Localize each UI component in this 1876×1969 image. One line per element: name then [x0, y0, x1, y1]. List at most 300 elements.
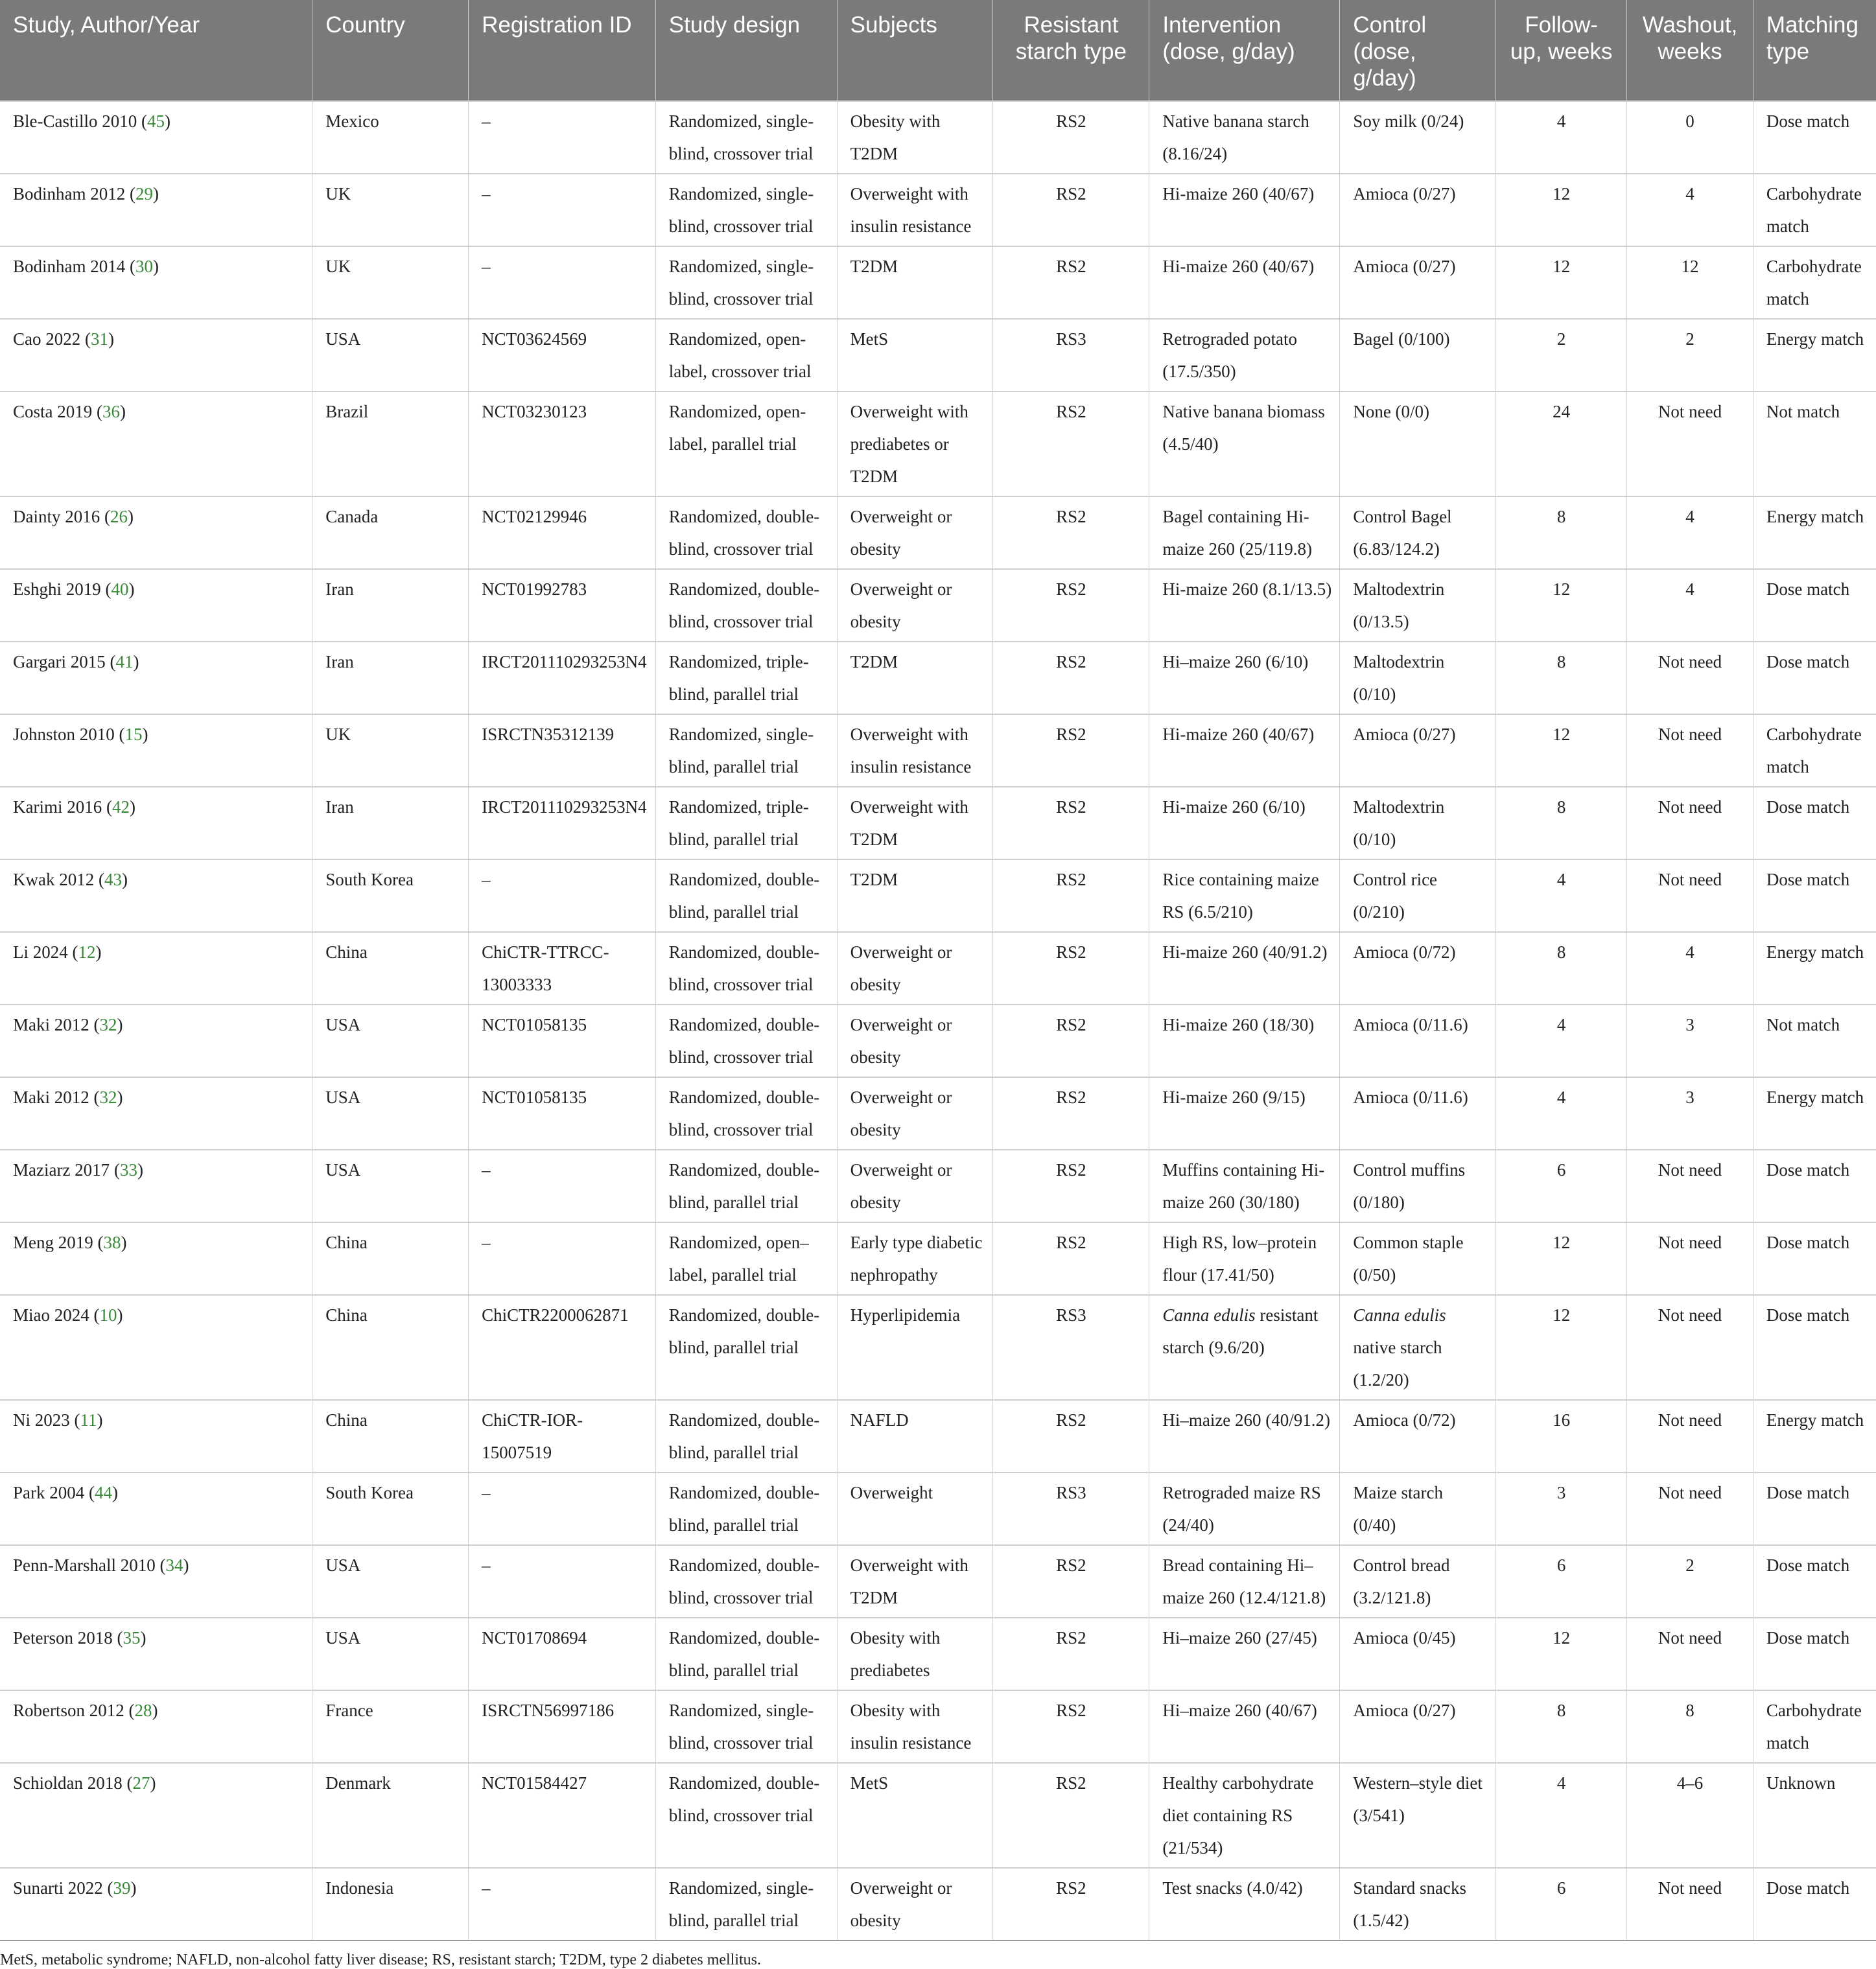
cell-follow-up — [1496, 714, 1627, 787]
control-value: Amioca (0/27) — [1353, 184, 1456, 204]
cell-registration-id — [469, 1077, 656, 1150]
cell-control — [1340, 1295, 1496, 1400]
matching-type-value: Dose match — [1766, 870, 1850, 889]
table-row — [0, 319, 1876, 391]
cell-study-design — [655, 1077, 837, 1150]
rs-type-value: RS2 — [1056, 797, 1086, 817]
subjects-value: MetS — [850, 329, 889, 349]
reference-link[interactable]: 34 — [165, 1555, 183, 1575]
registration-id-value: ChiCTR2200062871 — [482, 1305, 629, 1325]
follow-up-value: 4 — [1556, 1088, 1566, 1107]
subjects-value: T2DM — [850, 257, 898, 276]
cell-follow-up — [1496, 1473, 1627, 1545]
intervention-value: Hi-maize 260 (40/91.2) — [1162, 942, 1328, 962]
cell-washout — [1627, 1868, 1753, 1940]
reference-link[interactable]: 38 — [103, 1233, 121, 1252]
study-author-year: Park 2004 — [13, 1483, 85, 1502]
washout-value: 4 — [1685, 942, 1694, 962]
matching-type-value: Dose match — [1766, 1483, 1850, 1502]
washout-value: Not need — [1658, 652, 1722, 671]
cell-matching-type — [1753, 496, 1876, 569]
cell-subjects — [837, 174, 993, 246]
table-row — [0, 859, 1876, 932]
cell-registration-id — [469, 1150, 656, 1222]
cell-study-design — [655, 174, 837, 246]
table-row — [0, 101, 1876, 174]
registration-id-value: NCT03624569 — [482, 329, 587, 349]
cell-subjects — [837, 1690, 993, 1763]
cell-registration-id — [469, 714, 656, 787]
cell-intervention — [1149, 1690, 1340, 1763]
follow-up-value: 8 — [1556, 652, 1566, 671]
cell-follow-up — [1496, 569, 1627, 642]
country-value: USA — [325, 329, 361, 349]
cell-control — [1340, 787, 1496, 859]
rs-type-value: RS3 — [1056, 329, 1086, 349]
cell-matching-type — [1753, 246, 1876, 319]
cell-registration-id — [469, 787, 656, 859]
cell-country — [312, 246, 469, 319]
subjects-value: T2DM — [850, 652, 898, 671]
reference-link[interactable]: 11 — [80, 1410, 97, 1430]
reference-link[interactable]: 32 — [99, 1015, 117, 1034]
cell-study-design — [655, 1400, 837, 1473]
study-author-year: Kwak 2012 — [13, 870, 95, 889]
cell-matching-type — [1753, 569, 1876, 642]
reference-link[interactable]: 45 — [147, 111, 165, 131]
table-row — [0, 1690, 1876, 1763]
rs-type-value: RS3 — [1056, 1483, 1086, 1502]
cell-subjects — [837, 642, 993, 714]
subjects-value: Overweight with insulin resistance — [850, 725, 972, 776]
cell-follow-up — [1496, 932, 1627, 1005]
rs-type-value: RS2 — [1056, 1773, 1086, 1793]
rs-type-value: RS2 — [1056, 1878, 1086, 1898]
study-design-value: Randomized, single-blind, crossover trial — [668, 184, 814, 236]
study-design-value: Randomized, open-label, parallel trial — [668, 402, 806, 454]
cell-study: Peterson 2018 (35) — [0, 1618, 312, 1690]
cell-follow-up — [1496, 1222, 1627, 1295]
cell-country — [312, 932, 469, 1005]
intervention-value: Hi–maize 260 (40/91.2) — [1162, 1410, 1331, 1430]
cell-washout — [1627, 246, 1753, 319]
study-design-value: Randomized, double-blind, crossover trial — [668, 1773, 820, 1825]
control-value: Amioca (0/72) — [1353, 942, 1456, 962]
registration-id-value: – — [482, 184, 491, 204]
cell-study: Meng 2019 (38) — [0, 1222, 312, 1295]
cell-study: Ni 2023 (11) — [0, 1400, 312, 1473]
follow-up-value: 6 — [1556, 1555, 1566, 1575]
matching-type-value: Dose match — [1766, 1628, 1850, 1648]
follow-up-value: 12 — [1553, 1233, 1571, 1252]
matching-type-value: Energy match — [1766, 507, 1864, 526]
column-header-matching-type: Matching type — [1753, 0, 1876, 101]
cell-washout — [1627, 569, 1753, 642]
registration-id-value: NCT03230123 — [482, 402, 587, 421]
subjects-value: Overweight with insulin resistance — [850, 184, 972, 236]
cell-registration-id — [469, 1868, 656, 1940]
cell-control — [1340, 1545, 1496, 1618]
rs-type-value: RS2 — [1056, 725, 1086, 744]
follow-up-value: 12 — [1553, 1305, 1571, 1325]
study-design-value: Randomized, single-blind, parallel trial — [668, 725, 814, 776]
cell-washout — [1627, 1400, 1753, 1473]
matching-type-value: Carbohydrate match — [1766, 257, 1862, 309]
cell-intervention — [1149, 787, 1340, 859]
washout-value: Not need — [1658, 1878, 1722, 1898]
study-author-year: Maki 2012 — [13, 1088, 89, 1107]
cell-registration-id — [469, 246, 656, 319]
cell-resistant-starch-type — [993, 246, 1149, 319]
intervention-value: Rice containing maize RS (6.5/210) — [1162, 870, 1319, 922]
washout-value: Not need — [1658, 1160, 1722, 1180]
matching-type-value: Energy match — [1766, 1088, 1864, 1107]
cell-resistant-starch-type — [993, 932, 1149, 1005]
study-design-value: Randomized, double-blind, crossover trial — [668, 579, 820, 631]
cell-country — [312, 174, 469, 246]
intervention-species: Canna edulis — [1162, 1305, 1256, 1325]
cell-registration-id — [469, 1763, 656, 1868]
cell-subjects — [837, 319, 993, 391]
reference-link[interactable]: 36 — [102, 402, 121, 421]
cell-subjects — [837, 1618, 993, 1690]
follow-up-value: 4 — [1556, 870, 1566, 889]
cell-subjects — [837, 391, 993, 496]
cell-control — [1340, 569, 1496, 642]
registration-id-value: ISRCTN56997186 — [482, 1701, 615, 1720]
cell-study-design — [655, 1295, 837, 1400]
cell-control — [1340, 714, 1496, 787]
intervention-value: Bread containing Hi–maize 260 (12.4/121.8) — [1162, 1555, 1326, 1607]
cell-subjects — [837, 1868, 993, 1940]
cell-registration-id — [469, 1618, 656, 1690]
reference-link[interactable]: 27 — [132, 1773, 150, 1793]
cell-washout — [1627, 1545, 1753, 1618]
reference-link[interactable]: 33 — [119, 1160, 137, 1180]
washout-value: 4–6 — [1676, 1773, 1704, 1793]
cell-study: Costa 2019 (36) — [0, 391, 312, 496]
study-author-year: Sunarti 2022 — [13, 1878, 103, 1898]
follow-up-value: 24 — [1553, 402, 1571, 421]
washout-value: 4 — [1685, 579, 1694, 599]
cell-study: Johnston 2010 (15) — [0, 714, 312, 787]
subjects-value: Obesity with prediabetes — [850, 1628, 941, 1680]
washout-value: Not need — [1658, 870, 1722, 889]
reference-link[interactable]: 44 — [95, 1483, 112, 1502]
intervention-value: Hi–maize 260 (27/45) — [1162, 1628, 1317, 1648]
matching-type-value: Dose match — [1766, 1305, 1850, 1325]
intervention-value: Bagel containing Hi-maize 260 (25/119.8) — [1162, 507, 1313, 559]
cell-washout — [1627, 174, 1753, 246]
cell-study-design — [655, 787, 837, 859]
cell-resistant-starch-type — [993, 787, 1149, 859]
control-value: Bagel (0/100) — [1353, 329, 1450, 349]
cell-follow-up — [1496, 246, 1627, 319]
cell-subjects — [837, 1005, 993, 1077]
cell-follow-up — [1496, 1077, 1627, 1150]
cell-country — [312, 569, 469, 642]
country-value: Iran — [325, 579, 354, 599]
washout-value: 0 — [1685, 111, 1694, 131]
washout-value: Not need — [1658, 1233, 1722, 1252]
study-design-value: Randomized, double-blind, parallel trial — [668, 1628, 820, 1680]
cell-control — [1340, 1077, 1496, 1150]
reference-link[interactable]: 40 — [111, 579, 129, 599]
cell-control — [1340, 1763, 1496, 1868]
cell-intervention — [1149, 391, 1340, 496]
cell-country — [312, 1618, 469, 1690]
cell-washout — [1627, 101, 1753, 174]
cell-washout — [1627, 1150, 1753, 1222]
control-value: Control bread (3.2/121.8) — [1353, 1555, 1450, 1607]
intervention-value: Retrograded maize RS (24/40) — [1162, 1483, 1321, 1535]
study-design-value: Randomized, double-blind, parallel trial — [668, 1410, 820, 1462]
reference-link[interactable]: 35 — [123, 1628, 141, 1648]
cell-washout — [1627, 1618, 1753, 1690]
follow-up-value: 6 — [1556, 1878, 1566, 1898]
control-value: Maltodextrin (0/10) — [1353, 652, 1445, 704]
table-row — [0, 932, 1876, 1005]
cell-registration-id — [469, 859, 656, 932]
cell-matching-type — [1753, 101, 1876, 174]
subjects-value: Overweight or obesity — [850, 1878, 952, 1930]
cell-resistant-starch-type — [993, 101, 1149, 174]
reference-link[interactable]: 15 — [124, 725, 143, 744]
cell-follow-up — [1496, 1545, 1627, 1618]
rs-type-value: RS3 — [1056, 1305, 1086, 1325]
subjects-value: Overweight or obesity — [850, 1160, 952, 1212]
control-value: Standard snacks (1.5/42) — [1353, 1878, 1467, 1930]
cell-study: Eshghi 2019 (40) — [0, 569, 312, 642]
reference-link[interactable]: 12 — [78, 942, 96, 962]
cell-resistant-starch-type — [993, 859, 1149, 932]
country-value: Iran — [325, 652, 354, 671]
country-value: UK — [325, 257, 351, 276]
country-value: Indonesia — [325, 1878, 394, 1898]
rs-type-value: RS2 — [1056, 1088, 1086, 1107]
cell-study-design — [655, 1473, 837, 1545]
cell-intervention — [1149, 1005, 1340, 1077]
table-row — [0, 1005, 1876, 1077]
cell-subjects — [837, 101, 993, 174]
cell-subjects — [837, 714, 993, 787]
table-footnote: MetS, metabolic syndrome; NAFLD, non-alcohol fatty liver disease; RS, resistant starch; T2DM, type 2 diabetes mellitus. — [0, 1952, 762, 1968]
subjects-value: Early type diabetic nephropathy — [850, 1233, 983, 1285]
study-author-year: Bodinham 2014 — [13, 257, 126, 276]
cell-country — [312, 642, 469, 714]
cell-study: Miao 2024 (10) — [0, 1295, 312, 1400]
follow-up-value: 6 — [1556, 1160, 1566, 1180]
registration-id-value: ChiCTR-IOR-15007519 — [482, 1410, 583, 1462]
cell-country — [312, 1077, 469, 1150]
cell-matching-type — [1753, 1077, 1876, 1150]
cell-control — [1340, 246, 1496, 319]
cell-washout — [1627, 859, 1753, 932]
matching-type-value: Not match — [1766, 1015, 1840, 1034]
cell-study-design — [655, 1690, 837, 1763]
cell-country — [312, 1400, 469, 1473]
table-row — [0, 1400, 1876, 1473]
cell-subjects — [837, 1077, 993, 1150]
cell-control — [1340, 1690, 1496, 1763]
cell-intervention — [1149, 1222, 1340, 1295]
cell-washout — [1627, 932, 1753, 1005]
column-header-resistant-starch-type: Resistant starch type — [993, 0, 1149, 101]
cell-registration-id — [469, 1690, 656, 1763]
washout-value: 4 — [1685, 184, 1694, 204]
reference-link[interactable]: 30 — [135, 257, 153, 276]
subjects-value: Hyperlipidemia — [850, 1305, 961, 1325]
cell-resistant-starch-type — [993, 714, 1149, 787]
cell-follow-up — [1496, 319, 1627, 391]
cell-study: Sunarti 2022 (39) — [0, 1868, 312, 1940]
table-row — [0, 642, 1876, 714]
cell-follow-up — [1496, 1763, 1627, 1868]
rs-type-value: RS2 — [1056, 1701, 1086, 1720]
cell-study: Ble-Castillo 2010 (45) — [0, 101, 312, 174]
column-header-follow-up: Follow-up, weeks — [1496, 0, 1627, 101]
study-design-value: Randomized, single-blind, parallel trial — [668, 1878, 814, 1930]
cell-study: Dainty 2016 (26) — [0, 496, 312, 569]
washout-value: Not need — [1658, 402, 1722, 421]
washout-value: 2 — [1685, 329, 1694, 349]
study-design-value: Randomized, double-blind, crossover trial — [668, 1555, 820, 1607]
intervention-value: Hi-maize 260 (8.1/13.5) — [1162, 579, 1332, 599]
cell-country — [312, 787, 469, 859]
cell-study: Maki 2012 (32) — [0, 1005, 312, 1077]
cell-study-design — [655, 1222, 837, 1295]
study-author-year: Maziarz 2017 — [13, 1160, 110, 1180]
cell-country — [312, 1295, 469, 1400]
washout-value: Not need — [1658, 725, 1722, 744]
follow-up-value: 2 — [1556, 329, 1566, 349]
cell-intervention — [1149, 569, 1340, 642]
rs-type-value: RS2 — [1056, 579, 1086, 599]
cell-washout — [1627, 714, 1753, 787]
cell-study-design — [655, 642, 837, 714]
study-author-year: Eshghi 2019 — [13, 579, 101, 599]
cell-intervention — [1149, 1400, 1340, 1473]
cell-country — [312, 1690, 469, 1763]
table-body — [0, 101, 1876, 1940]
control-value: Maize starch (0/40) — [1353, 1483, 1444, 1535]
table-row — [0, 714, 1876, 787]
control-value: Common staple (0/50) — [1353, 1233, 1464, 1285]
control-value: Control muffins (0/180) — [1353, 1160, 1466, 1212]
registration-id-value: NCT01584427 — [482, 1773, 587, 1793]
cell-subjects — [837, 496, 993, 569]
cell-matching-type — [1753, 391, 1876, 496]
cell-matching-type — [1753, 1618, 1876, 1690]
cell-washout — [1627, 1222, 1753, 1295]
control-value: Amioca (0/27) — [1353, 725, 1456, 744]
reference-link[interactable]: 41 — [115, 652, 134, 671]
country-value: USA — [325, 1015, 361, 1034]
registration-id-value: NCT01992783 — [482, 579, 587, 599]
follow-up-value: 8 — [1556, 1701, 1566, 1720]
cell-study: Li 2024 (12) — [0, 932, 312, 1005]
country-value: South Korea — [325, 1483, 414, 1502]
subjects-value: Overweight or obesity — [850, 507, 952, 559]
registration-id-value: NCT02129946 — [482, 507, 587, 526]
reference-link[interactable]: 10 — [99, 1305, 117, 1325]
reference-link[interactable]: 29 — [135, 184, 153, 204]
cell-registration-id — [469, 391, 656, 496]
cell-washout — [1627, 1473, 1753, 1545]
control-value: Amioca (0/27) — [1353, 1701, 1456, 1720]
cell-study-design — [655, 932, 837, 1005]
reference-link[interactable]: 39 — [113, 1878, 131, 1898]
table-row — [0, 246, 1876, 319]
column-header-study: Study, Author/Year — [0, 0, 312, 101]
cell-control — [1340, 859, 1496, 932]
washout-value: Not need — [1658, 1628, 1722, 1648]
cell-follow-up — [1496, 1400, 1627, 1473]
follow-up-value: 8 — [1556, 942, 1566, 962]
reference-link[interactable]: 43 — [104, 870, 122, 889]
cell-washout — [1627, 1005, 1753, 1077]
reference-link[interactable]: 32 — [99, 1088, 117, 1107]
cell-control — [1340, 1618, 1496, 1690]
cell-study-design — [655, 246, 837, 319]
cell-control — [1340, 1222, 1496, 1295]
matching-type-value: Dose match — [1766, 1878, 1850, 1898]
control-value: Amioca (0/27) — [1353, 257, 1456, 276]
country-value: USA — [325, 1555, 361, 1575]
matching-type-value: Dose match — [1766, 797, 1850, 817]
table-row — [0, 1150, 1876, 1222]
reference-link[interactable]: 28 — [134, 1701, 152, 1720]
cell-subjects — [837, 246, 993, 319]
cell-study: Gargari 2015 (41) — [0, 642, 312, 714]
cell-matching-type — [1753, 714, 1876, 787]
cell-matching-type — [1753, 859, 1876, 932]
reference-link[interactable]: 26 — [110, 507, 128, 526]
cell-subjects — [837, 859, 993, 932]
rs-type-value: RS2 — [1056, 111, 1086, 131]
subjects-value: Overweight or obesity — [850, 942, 952, 994]
cell-resistant-starch-type — [993, 1005, 1149, 1077]
cell-control — [1340, 932, 1496, 1005]
cell-study: Maki 2012 (32) — [0, 1077, 312, 1150]
follow-up-value: 12 — [1553, 1628, 1571, 1648]
cell-washout — [1627, 1295, 1753, 1400]
reference-link[interactable]: 42 — [111, 797, 130, 817]
rs-type-value: RS2 — [1056, 1160, 1086, 1180]
country-value: UK — [325, 725, 351, 744]
rs-type-value: RS2 — [1056, 1015, 1086, 1034]
cell-study-design — [655, 1618, 837, 1690]
study-design-value: Randomized, triple-blind, parallel trial — [668, 797, 809, 849]
cell-study-design — [655, 319, 837, 391]
study-design-value: Randomized, double-blind, parallel trial — [668, 1160, 820, 1212]
cell-intervention — [1149, 714, 1340, 787]
study-author-year: Dainty 2016 — [13, 507, 100, 526]
intervention-value: Test snacks (4.0/42) — [1162, 1878, 1303, 1898]
washout-value: Not need — [1658, 1410, 1722, 1430]
matching-type-value: Not match — [1766, 402, 1840, 421]
table-row — [0, 569, 1876, 642]
cell-intervention — [1149, 1868, 1340, 1940]
control-value: Control Bagel (6.83/124.2) — [1353, 507, 1452, 559]
matching-type-value: Dose match — [1766, 1233, 1850, 1252]
control-value: Amioca (0/72) — [1353, 1410, 1456, 1430]
reference-link[interactable]: 31 — [91, 329, 108, 349]
subjects-value: T2DM — [850, 870, 898, 889]
intervention-value: Hi-maize 260 (6/10) — [1162, 797, 1306, 817]
cell-follow-up — [1496, 1868, 1627, 1940]
intervention-value: Hi–maize 260 (6/10) — [1162, 652, 1309, 671]
